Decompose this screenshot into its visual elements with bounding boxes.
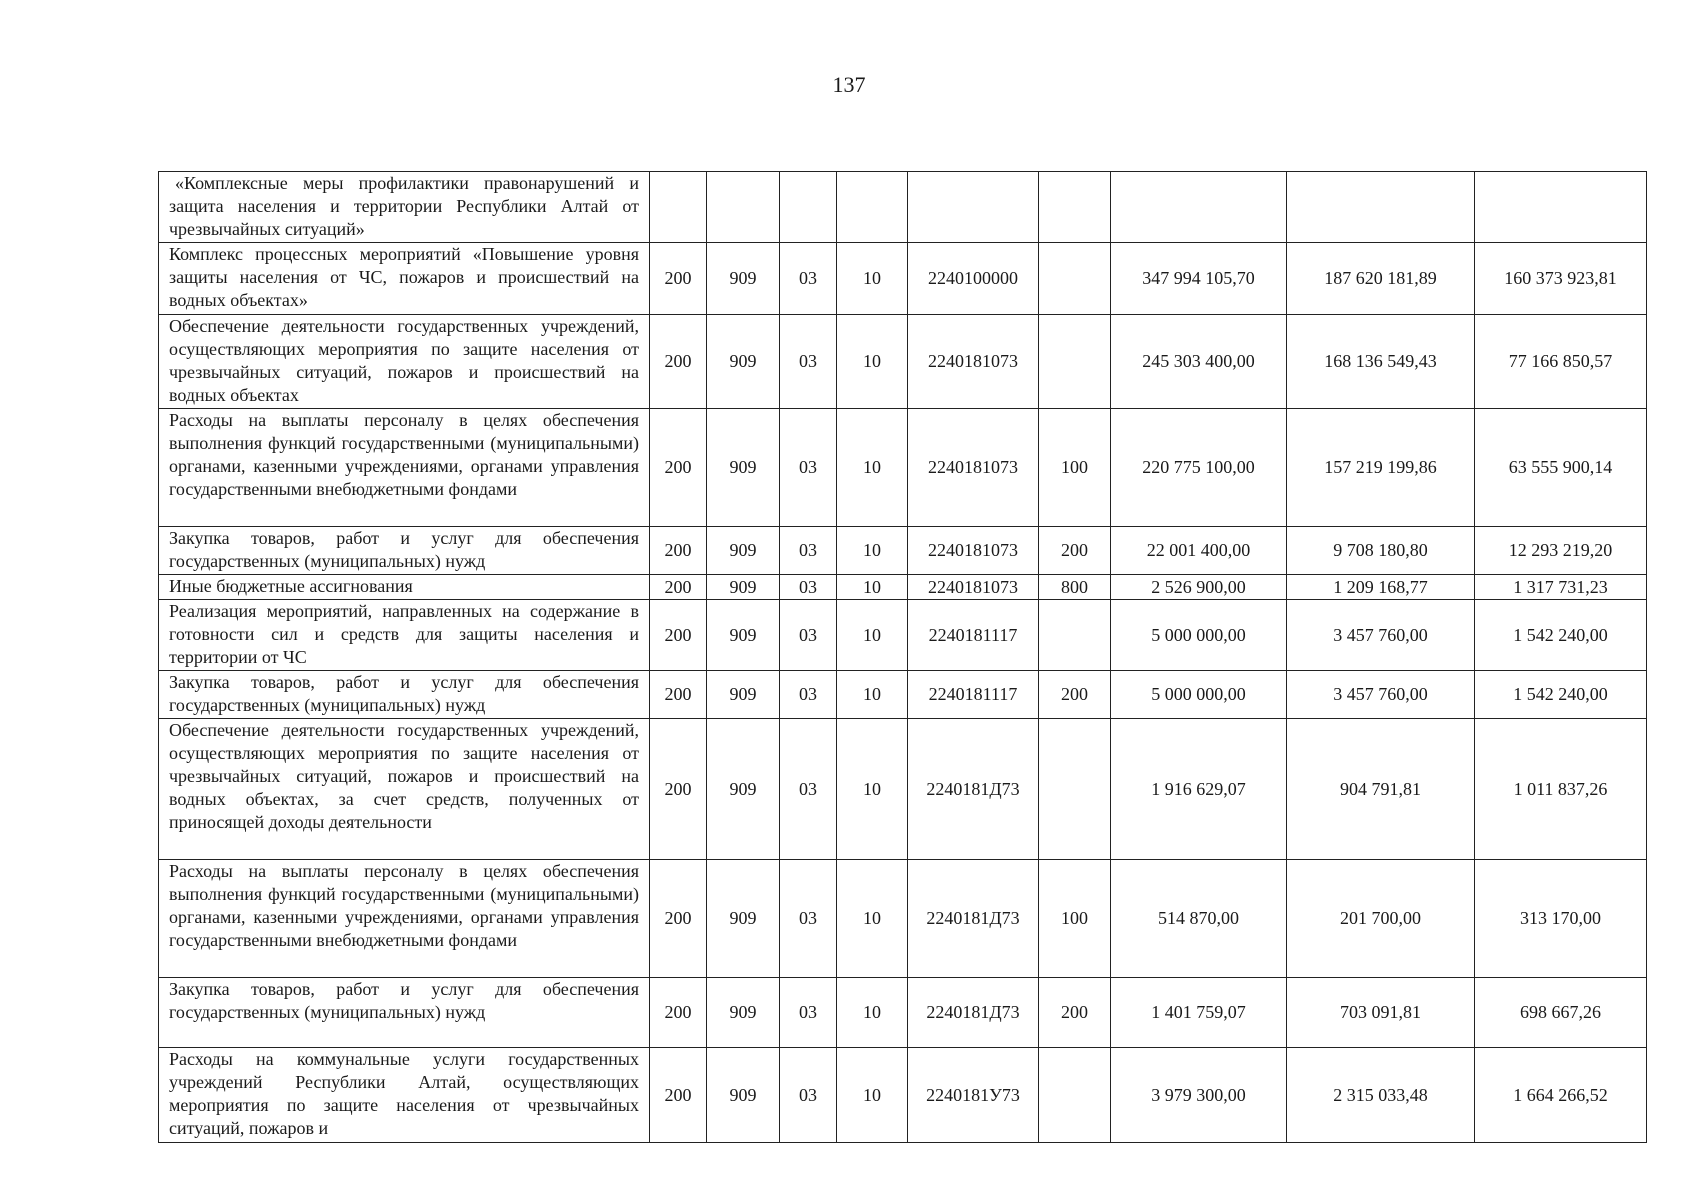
cell-amount-remaining: 1 317 731,23 [1475, 575, 1647, 600]
cell-code-3: 03 [780, 860, 837, 978]
cell-amount-remaining: 63 555 900,14 [1475, 409, 1647, 527]
cell-code-2: 909 [707, 860, 780, 978]
cell-code-3: 03 [780, 719, 837, 860]
table-row [159, 315, 1647, 409]
cell-code-3: 03 [780, 978, 837, 1048]
cell-code-3: 03 [780, 409, 837, 527]
cell-expense-type [1039, 719, 1111, 860]
cell-code-2: 909 [707, 978, 780, 1048]
cell-target-code: 2240181Д73 [908, 719, 1039, 860]
cell-target-code: 2240100000 [908, 243, 1039, 315]
cell-code-1: 200 [650, 527, 707, 575]
cell-target-code: 2240181Д73 [908, 860, 1039, 978]
cell-code-3: 03 [780, 600, 837, 671]
row-description: Комплекс процессных мероприятий «Повышение уровня защиты населения от ЧС, пожаров и происшествий на водных объектах» [159, 243, 650, 315]
cell-code-2: 909 [707, 575, 780, 600]
cell-amount-remaining: 698 667,26 [1475, 978, 1647, 1048]
cell-code-1: 200 [650, 575, 707, 600]
cell-expense-type [1039, 1048, 1111, 1143]
table-row [159, 575, 1647, 600]
table-row [159, 600, 1647, 671]
cell-amount-planned: 245 303 400,00 [1111, 315, 1287, 409]
cell-code-4: 10 [837, 315, 908, 409]
cell-target-code: 2240181Д73 [908, 978, 1039, 1048]
cell-target-code: 2240181073 [908, 409, 1039, 527]
cell-amount-planned: 5 000 000,00 [1111, 671, 1287, 719]
cell-amount-executed: 201 700,00 [1287, 860, 1475, 978]
row-description: Обеспечение деятельности государственных учреждений, осуществляющих мероприятия по защите населения от чрезвычайных ситуаций, пожаров и происшествий на водных объектах, за счет средств, полученных от приносящей доходы деятельности [159, 719, 650, 860]
cell-amount-executed: 157 219 199,86 [1287, 409, 1475, 527]
row-description: Закупка товаров, работ и услуг для обеспечения государственных (муниципальных) нужд [159, 671, 650, 719]
table-row [159, 243, 1647, 315]
cell-target-code: 2240181117 [908, 600, 1039, 671]
cell-target-code [908, 172, 1039, 243]
cell-amount-executed: 3 457 760,00 [1287, 671, 1475, 719]
cell-expense-type [1039, 172, 1111, 243]
cell-target-code: 2240181073 [908, 315, 1039, 409]
cell-amount-remaining: 313 170,00 [1475, 860, 1647, 978]
row-description: Иные бюджетные ассигнования [159, 575, 650, 600]
cell-target-code: 2240181073 [908, 575, 1039, 600]
cell-amount-remaining: 77 166 850,57 [1475, 315, 1647, 409]
table-row [159, 719, 1647, 860]
cell-amount-planned: 1 401 759,07 [1111, 978, 1287, 1048]
cell-code-3: 03 [780, 315, 837, 409]
cell-amount-planned: 1 916 629,07 [1111, 719, 1287, 860]
table-row [159, 1048, 1647, 1143]
cell-code-1: 200 [650, 860, 707, 978]
row-description: Закупка товаров, работ и услуг для обеспечения государственных (муниципальных) нужд [159, 527, 650, 575]
cell-code-4: 10 [837, 671, 908, 719]
row-description: Обеспечение деятельности государственных учреждений, осуществляющих мероприятия по защите населения от чрезвычайных ситуаций, пожаров и происшествий на водных объектах [159, 315, 650, 409]
cell-code-1: 200 [650, 315, 707, 409]
cell-code-4: 10 [837, 978, 908, 1048]
cell-expense-type [1039, 600, 1111, 671]
cell-amount-executed: 1 209 168,77 [1287, 575, 1475, 600]
cell-code-1 [650, 172, 707, 243]
cell-code-4: 10 [837, 860, 908, 978]
cell-amount-planned: 514 870,00 [1111, 860, 1287, 978]
table-row [159, 860, 1647, 978]
budget-table [158, 171, 1647, 1143]
table-row [159, 978, 1647, 1048]
page-number: 137 [832, 72, 866, 97]
cell-amount-executed [1287, 172, 1475, 243]
cell-code-2: 909 [707, 671, 780, 719]
table-row [159, 527, 1647, 575]
cell-code-1: 200 [650, 600, 707, 671]
cell-code-3: 03 [780, 671, 837, 719]
cell-code-4: 10 [837, 719, 908, 860]
cell-code-1: 200 [650, 1048, 707, 1143]
cell-code-4: 10 [837, 600, 908, 671]
row-description: Расходы на коммунальные услуги государственных учреждений Республики Алтай, осуществляющих мероприятия по защите населения от чрезвычайных ситуаций, пожаров и [159, 1048, 650, 1143]
cell-code-1: 200 [650, 719, 707, 860]
table-row [159, 172, 1647, 243]
cell-amount-planned: 347 994 105,70 [1111, 243, 1287, 315]
cell-amount-planned: 2 526 900,00 [1111, 575, 1287, 600]
cell-code-4: 10 [837, 575, 908, 600]
cell-code-3: 03 [780, 527, 837, 575]
cell-code-1: 200 [650, 978, 707, 1048]
cell-expense-type: 200 [1039, 978, 1111, 1048]
cell-expense-type: 200 [1039, 527, 1111, 575]
cell-target-code: 2240181073 [908, 527, 1039, 575]
cell-amount-remaining [1475, 172, 1647, 243]
cell-amount-remaining: 1 011 837,26 [1475, 719, 1647, 860]
cell-amount-remaining: 1 664 266,52 [1475, 1048, 1647, 1143]
row-description: Закупка товаров, работ и услуг для обеспечения государственных (муниципальных) нужд [159, 978, 650, 1048]
cell-amount-executed: 904 791,81 [1287, 719, 1475, 860]
cell-code-4 [837, 172, 908, 243]
row-description: Расходы на выплаты персоналу в целях обеспечения выполнения функций государственными (муниципальными) органами, казенными учреждениями, органами управления государственными внебюджетными фондами [159, 860, 650, 978]
cell-amount-planned: 3 979 300,00 [1111, 1048, 1287, 1143]
table-row [159, 671, 1647, 719]
cell-amount-remaining: 1 542 240,00 [1475, 600, 1647, 671]
cell-expense-type: 100 [1039, 409, 1111, 527]
cell-amount-planned [1111, 172, 1287, 243]
cell-code-1: 200 [650, 671, 707, 719]
cell-code-1: 200 [650, 409, 707, 527]
cell-code-2 [707, 172, 780, 243]
cell-code-4: 10 [837, 527, 908, 575]
cell-target-code: 2240181У73 [908, 1048, 1039, 1143]
cell-amount-remaining: 12 293 219,20 [1475, 527, 1647, 575]
cell-code-4: 10 [837, 243, 908, 315]
cell-code-2: 909 [707, 1048, 780, 1143]
row-description: «Комплексные меры профилактики правонарушений и защита населения и территории Республики Алтай от чрезвычайных ситуаций» [159, 172, 650, 243]
cell-expense-type [1039, 315, 1111, 409]
cell-code-3: 03 [780, 1048, 837, 1143]
cell-amount-remaining: 1 542 240,00 [1475, 671, 1647, 719]
cell-expense-type: 200 [1039, 671, 1111, 719]
cell-amount-planned: 5 000 000,00 [1111, 600, 1287, 671]
cell-amount-executed: 703 091,81 [1287, 978, 1475, 1048]
cell-amount-executed: 3 457 760,00 [1287, 600, 1475, 671]
cell-code-2: 909 [707, 527, 780, 575]
cell-code-4: 10 [837, 1048, 908, 1143]
cell-code-2: 909 [707, 315, 780, 409]
cell-code-4: 10 [837, 409, 908, 527]
cell-amount-executed: 2 315 033,48 [1287, 1048, 1475, 1143]
cell-code-2: 909 [707, 719, 780, 860]
table-row [159, 409, 1647, 527]
cell-amount-executed: 187 620 181,89 [1287, 243, 1475, 315]
cell-code-2: 909 [707, 600, 780, 671]
cell-amount-remaining: 160 373 923,81 [1475, 243, 1647, 315]
cell-amount-planned: 22 001 400,00 [1111, 527, 1287, 575]
cell-expense-type [1039, 243, 1111, 315]
cell-amount-executed: 168 136 549,43 [1287, 315, 1475, 409]
cell-code-2: 909 [707, 243, 780, 315]
cell-amount-executed: 9 708 180,80 [1287, 527, 1475, 575]
table-body [159, 172, 1647, 1143]
cell-code-2: 909 [707, 409, 780, 527]
row-description: Реализация мероприятий, направленных на содержание в готовности сил и средств для защиты населения и территории от ЧС [159, 600, 650, 671]
cell-code-1: 200 [650, 243, 707, 315]
cell-amount-planned: 220 775 100,00 [1111, 409, 1287, 527]
cell-code-3: 03 [780, 243, 837, 315]
row-description: Расходы на выплаты персоналу в целях обеспечения выполнения функций государственными (муниципальными) органами, казенными учреждениями, органами управления государственными внебюджетными фондами [159, 409, 650, 527]
cell-expense-type: 800 [1039, 575, 1111, 600]
cell-code-3 [780, 172, 837, 243]
cell-expense-type: 100 [1039, 860, 1111, 978]
cell-code-3: 03 [780, 575, 837, 600]
cell-target-code: 2240181117 [908, 671, 1039, 719]
